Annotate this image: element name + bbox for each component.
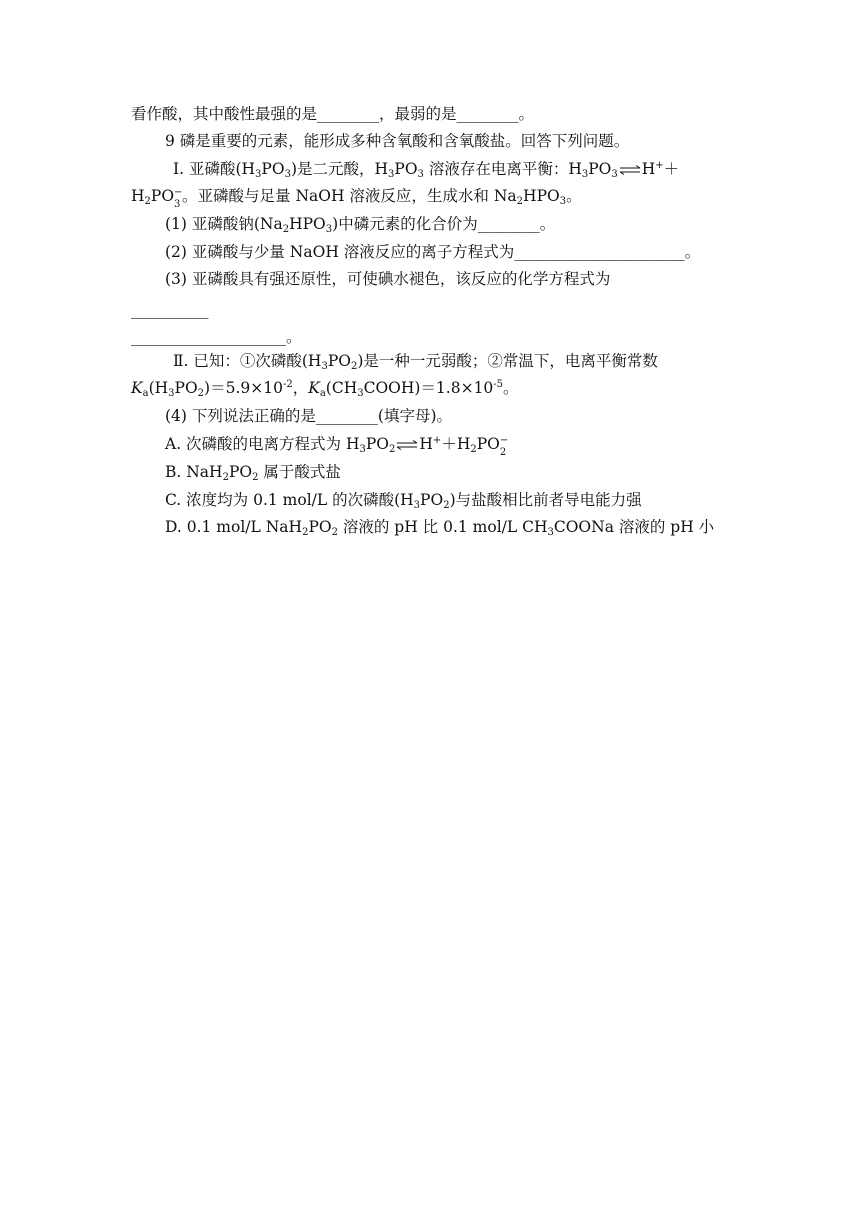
sub-question-3: (3) 亚磷酸具有强还原性，可使碘水褪色，该反应的化学方程式为 bbox=[165, 270, 611, 288]
answer-blank-chemical-equation-2[interactable]: ____________________。 bbox=[131, 328, 302, 346]
option-a: A. 次磷酸的电离方程式为 $H_3PO_2$ $H^++H_2PO$ − 2 bbox=[165, 435, 509, 458]
answer-blank-choice[interactable]: ________ bbox=[315, 407, 378, 425]
equilibrium-arrow-icon bbox=[619, 165, 641, 175]
answer-blank-ionic-equation[interactable]: ______________________ bbox=[514, 243, 685, 261]
part-1-intro-cont: $H_2PO$ − 3 。亚磷酸与足量 NaOH 溶液反应，生成水和 $Na_2HPO_3$。 bbox=[131, 187, 582, 210]
option-c: C. 浓度均为 0.1 mol/L 的次磷酸$(H_3PO_2)$与盐酸相比前者导电能力强 bbox=[165, 491, 642, 511]
question-9-stem: 9 磷是重要的元素，能形成多种含氧酸和含氧酸盐。回答下列问题。 bbox=[165, 132, 630, 150]
part-2-intro: Ⅱ. 已知：①次磷酸$(H_3PO_2)$是一种一元弱酸；②常温下，电离平衡常数 bbox=[173, 352, 658, 372]
equilibrium-arrow-icon bbox=[396, 440, 418, 450]
sub-question-1: (1) 亚磷酸钠$(Na_2HPO_3)$中磷元素的化合价为________。 bbox=[165, 215, 556, 235]
option-b: B. $NaH_2PO_2$ 属于酸式盐 bbox=[165, 463, 341, 483]
part-1-intro: Ⅰ. 亚磷酸$(H_3PO_3)$是二元酸，$H_3PO_3$ 溶液存在电离平衡：$H_3PO_3$ H+＋ bbox=[173, 160, 680, 180]
answer-blank-strongest[interactable]: ________ bbox=[317, 105, 380, 123]
answer-blank-chemical-equation-1[interactable]: __________ bbox=[131, 301, 209, 319]
part-2-intro-cont: $K_a(H_3PO_2)=5.9\times 10^{-2}$，$K_a(CH_3COOH)=1.8\times 10^{-5}$。 bbox=[131, 379, 519, 399]
option-d: D. 0.1 mol/L $NaH_2PO_2$ 溶液的 pH 比 0.1 mol/L $CH_3COONa$ 溶液的 pH 小 bbox=[165, 518, 715, 538]
answer-blank-valence[interactable]: ________ bbox=[477, 215, 540, 233]
sub-question-2: (2) 亚磷酸与少量 NaOH 溶液反应的离子方程式为______________________。 bbox=[165, 243, 701, 261]
sub-question-4: (4) 下列说法正确的是________(填字母)。 bbox=[165, 407, 452, 425]
answer-blank-weakest[interactable]: ________ bbox=[456, 105, 519, 123]
question-8-tail: 看作酸，其中酸性最强的是________，最弱的是________。 bbox=[131, 105, 535, 123]
